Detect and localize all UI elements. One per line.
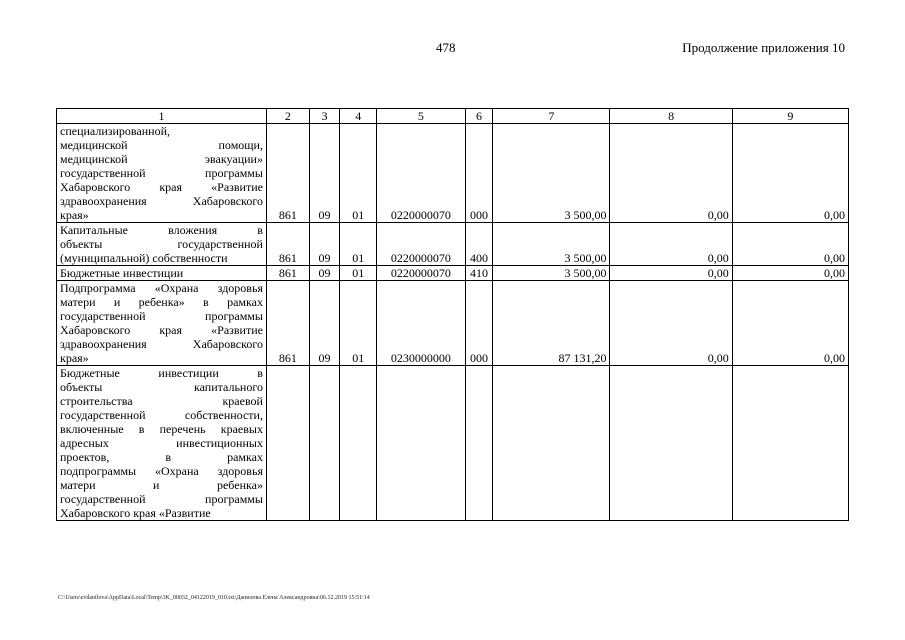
table-row [57, 281, 849, 366]
row-name-line: объекты государственной [60, 237, 263, 251]
cell-column-7: 87 131,20 [493, 281, 610, 366]
row-name-line: медицинской эвакуации» [60, 152, 263, 166]
appendix-continuation-label: Продолжение приложения 10 [682, 40, 845, 55]
cell-column-3: 09 [309, 223, 340, 266]
cell-column-7 [493, 366, 610, 521]
row-name-line: строительства краевой [60, 394, 263, 408]
cell-column-6: 400 [465, 223, 493, 266]
row-name-line: Подпрограмма «Охрана здоровья [60, 281, 263, 295]
cell-column-4: 01 [340, 124, 377, 223]
cell-column-2: 861 [266, 281, 309, 366]
row-name-line: Хабаровского края «Развитие [60, 506, 211, 520]
cell-column-6: 410 [465, 266, 493, 281]
cell-column-7: 3 500,00 [493, 124, 610, 223]
cell-column-2 [266, 366, 309, 521]
row-name-line: специализированной, [60, 124, 171, 138]
budget-table [56, 108, 849, 521]
column-header-4: 4 [340, 109, 377, 124]
row-name-line: адресных инвестиционных [60, 436, 263, 450]
table-row [57, 223, 849, 266]
row-name-cell [57, 281, 267, 366]
table-header-row [57, 109, 849, 124]
row-name-line: края» [60, 351, 89, 365]
cell-column-8 [610, 366, 732, 521]
cell-column-7: 3 500,00 [493, 223, 610, 266]
cell-column-2: 861 [266, 124, 309, 223]
column-header-6: 6 [465, 109, 493, 124]
cell-column-4: 01 [340, 266, 377, 281]
row-name-line: медицинской помощи, [60, 138, 263, 152]
cell-column-8: 0,00 [610, 281, 732, 366]
cell-column-2: 861 [266, 223, 309, 266]
row-name-line: подпрограммы «Охрана здоровья [60, 464, 263, 478]
row-name-cell [57, 124, 267, 223]
cell-column-4: 01 [340, 281, 377, 366]
row-name-line: здравоохранения Хабаровского [60, 337, 263, 351]
cell-column-4: 01 [340, 223, 377, 266]
table-row [57, 266, 849, 281]
row-name-line: государственной программы [60, 166, 263, 180]
cell-column-9: 0,00 [732, 281, 848, 366]
row-name-line: включенные в перечень краевых [60, 422, 263, 436]
row-name-line: проектов, в рамках [60, 450, 263, 464]
column-header-8: 8 [610, 109, 732, 124]
cell-column-5: 0230000000 [377, 281, 466, 366]
cell-column-5: 0220000070 [377, 266, 466, 281]
cell-column-3: 09 [309, 281, 340, 366]
cell-column-8: 0,00 [610, 124, 732, 223]
column-header-7: 7 [493, 109, 610, 124]
cell-column-5: 0220000070 [377, 223, 466, 266]
column-header-1: 1 [57, 109, 267, 124]
cell-column-8: 0,00 [610, 223, 732, 266]
page-number: 478 [436, 40, 456, 55]
cell-column-3: 09 [309, 124, 340, 223]
cell-column-5 [377, 366, 466, 521]
table-row [57, 366, 849, 521]
column-header-9: 9 [732, 109, 848, 124]
row-name-line: Бюджетные инвестиции [60, 266, 184, 280]
cell-column-6: 000 [465, 281, 493, 366]
cell-column-2: 861 [266, 266, 309, 281]
row-name-line: государственной программы [60, 492, 263, 506]
cell-column-8: 0,00 [610, 266, 732, 281]
row-name-line: Хабаровского края «Развитие [60, 323, 263, 337]
column-header-3: 3 [309, 109, 340, 124]
cell-column-5: 0220000070 [377, 124, 466, 223]
cell-column-9: 0,00 [732, 266, 848, 281]
row-name-line: здравоохранения Хабаровского [60, 194, 263, 208]
cell-column-9: 0,00 [732, 124, 848, 223]
cell-column-7: 3 500,00 [493, 266, 610, 281]
table-row [57, 124, 849, 223]
cell-column-9: 0,00 [732, 223, 848, 266]
column-header-2: 2 [266, 109, 309, 124]
row-name-line: Бюджетные инвестиции в [60, 366, 263, 380]
row-name-line: государственной программы [60, 309, 263, 323]
row-name-line: государственной собственности, [60, 408, 263, 422]
row-name-line: матери и ребенка» [60, 478, 263, 492]
cell-column-6: 000 [465, 124, 493, 223]
row-name-line: (муниципальной) собственности [60, 251, 228, 265]
row-name-line: Хабаровского края «Развитие [60, 180, 263, 194]
cell-column-3: 09 [309, 266, 340, 281]
row-name-cell [57, 366, 267, 521]
document-file-path: C:\Users\evdanilova\AppData\Local\Temp\3K_00032_04122019_010.txt\Данилова Елена Александровна\06.12.2019 15:51:14 [58, 595, 370, 601]
row-name-line: края» [60, 208, 89, 222]
cell-column-9 [732, 366, 848, 521]
cell-column-3 [309, 366, 340, 521]
row-name-cell [57, 223, 267, 266]
table-body [57, 124, 849, 521]
column-header-5: 5 [377, 109, 466, 124]
cell-column-6 [465, 366, 493, 521]
row-name-line: матери и ребенка» в рамках [60, 295, 263, 309]
row-name-cell [57, 266, 267, 281]
row-name-line: Капитальные вложения в [60, 223, 263, 237]
row-name-line: объекты капитального [60, 380, 263, 394]
cell-column-4 [340, 366, 377, 521]
